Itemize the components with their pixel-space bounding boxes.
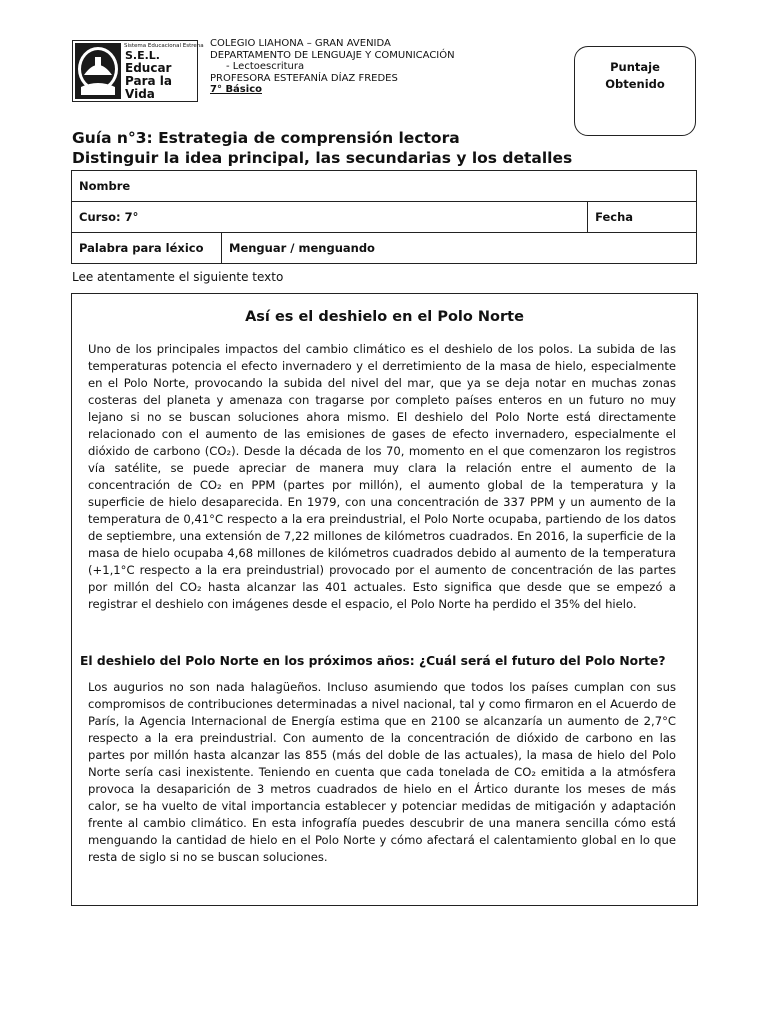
teacher-name: PROFESORA ESTEFANÍA DÍAZ FREDES: [210, 72, 398, 84]
date-field[interactable]: Fecha: [588, 202, 697, 233]
logo-name: S.E.L.: [125, 49, 160, 62]
student-info-table: [71, 170, 697, 264]
guide-title-line: Guía n°3: Estrategia de comprensión lectora: [72, 129, 460, 147]
guide-subtitle-line: Distinguir la idea principal, las secundarias y los detalles: [72, 149, 573, 167]
lexicon-value: Menguar / menguando: [222, 233, 697, 264]
reading-instruction: Lee atentamente el siguiente texto: [72, 270, 284, 284]
subject-name: - Lectoescritura: [226, 61, 305, 72]
school-logo: [72, 40, 204, 102]
logo-motto: [125, 62, 172, 101]
course-level: 7° Básico: [210, 84, 262, 95]
logo-small-text: Sistema Educacional Estrena: [124, 43, 204, 49]
table-row: [72, 233, 697, 264]
sel-emblem-icon: [75, 43, 121, 99]
guide-title: [72, 128, 572, 168]
article-paragraph: Los augurios no son nada halagüeños. Incluso asumiendo que todos los países cumplan con sus compromisos de contribuciones determinadas a nivel nacional, tal y como firmaron en el Acuerdo de París, la Agencia Internacional de Energía estima que en 2100 se alcanzaría un aumento de 2,7°C respecto a la era preindustrial. Con aumento de la concentración de dióxido de carbono en las partes por millón hasta alcanzar las 855 (más del doble de las actuales), la masa de hielo del Polo Norte sería casi inexistente. Teniendo en cuenta que cada tonelada de CO₂ emitida a la atmósfera provoca la desaparición de 3 metros cuadrados de hielo en el Ártico durante los meses de más calor, se ha vuelto de vital importancia establecer y potenciar medidas de mitigación y adaptación frente al cambio climático. En esta infografía puedes descubrir de una manera sencilla cómo está menguando la cantidad de hielo en el Polo Norte y cómo afectará el calentamiento global en lo que resta de siglo si no se buscan soluciones.: [88, 680, 676, 864]
logo-motto-line: Educar: [125, 61, 172, 75]
lexicon-label: Palabra para léxico: [72, 233, 222, 264]
table-row: [72, 171, 697, 202]
school-name: COLEGIO LIAHONA – GRAN AVENIDA: [210, 38, 391, 49]
table-row: [72, 202, 697, 233]
article-heading: Así es el deshielo en el Polo Norte: [245, 309, 524, 325]
article-box: [71, 293, 698, 906]
article-paragraph: Uno de los principales impactos del cambio climático es el deshielo de los polos. La subida de las temperaturas potencia el efecto invernadero y el derretimiento de la masa de hielo, especialmente en el Polo Norte, provocando la subida del nivel del mar, que ya se deja notar en muchas zonas costeras del planeta y amenaza con tragarse por completo países enteros en un futuro no muy lejano si no se buscan soluciones ahora mismo. El deshielo del Polo Norte está directamente relacionado con el aumento de las emisiones de gases de efecto invernadero, especialmente el dióxido de carbono (CO₂). Desde la década de los 70, momento en el que comenzaron los registros vía satélite, se puede apreciar de manera muy clara la relación entre el aumento de la concentración de CO₂ en PPM (partes por millón), el aumento global de la temperatura y la superficie de hielo desaparecida. En 1979, con una concentración de 337 PPM y un aumento de la temperatura de 0,41°C respecto a la era preindustrial, el Polo Norte ocupaba, partiendo de los datos de septiembre, una extensión de 7,22 millones de kilómetros cuadrados. En 2016, la superficie de la masa de hielo ocupaba 4,68 millones de kilómetros cuadrados debido al aumento de la temperatura (+1,1°C respecto a la era preindustrial) provocado por el aumento de concentración de las partes por millón del CO₂ hasta alcanzar las 401 actuales. Esto significa que desde que se empezó a registrar el deshielo con imágenes desde el espacio, el Polo Norte ha perdido el 35% del hielo.: [88, 342, 676, 611]
logo-motto-line: Para la: [125, 74, 172, 88]
department-name: DEPARTAMENTO DE LENGUAJE Y COMUNICACIÓN: [210, 49, 455, 61]
article-subheading: El deshielo del Polo Norte en los próximos años: ¿Cuál será el futuro del Polo Norte?: [80, 654, 666, 668]
course-field[interactable]: Curso: 7°: [72, 202, 588, 233]
name-field[interactable]: Nombre: [72, 171, 697, 202]
score-label: Puntaje: [610, 60, 660, 74]
score-box: [574, 46, 696, 136]
logo-motto-line: Vida: [125, 87, 155, 101]
school-header: [210, 38, 455, 96]
score-label: Obtenido: [605, 77, 665, 91]
